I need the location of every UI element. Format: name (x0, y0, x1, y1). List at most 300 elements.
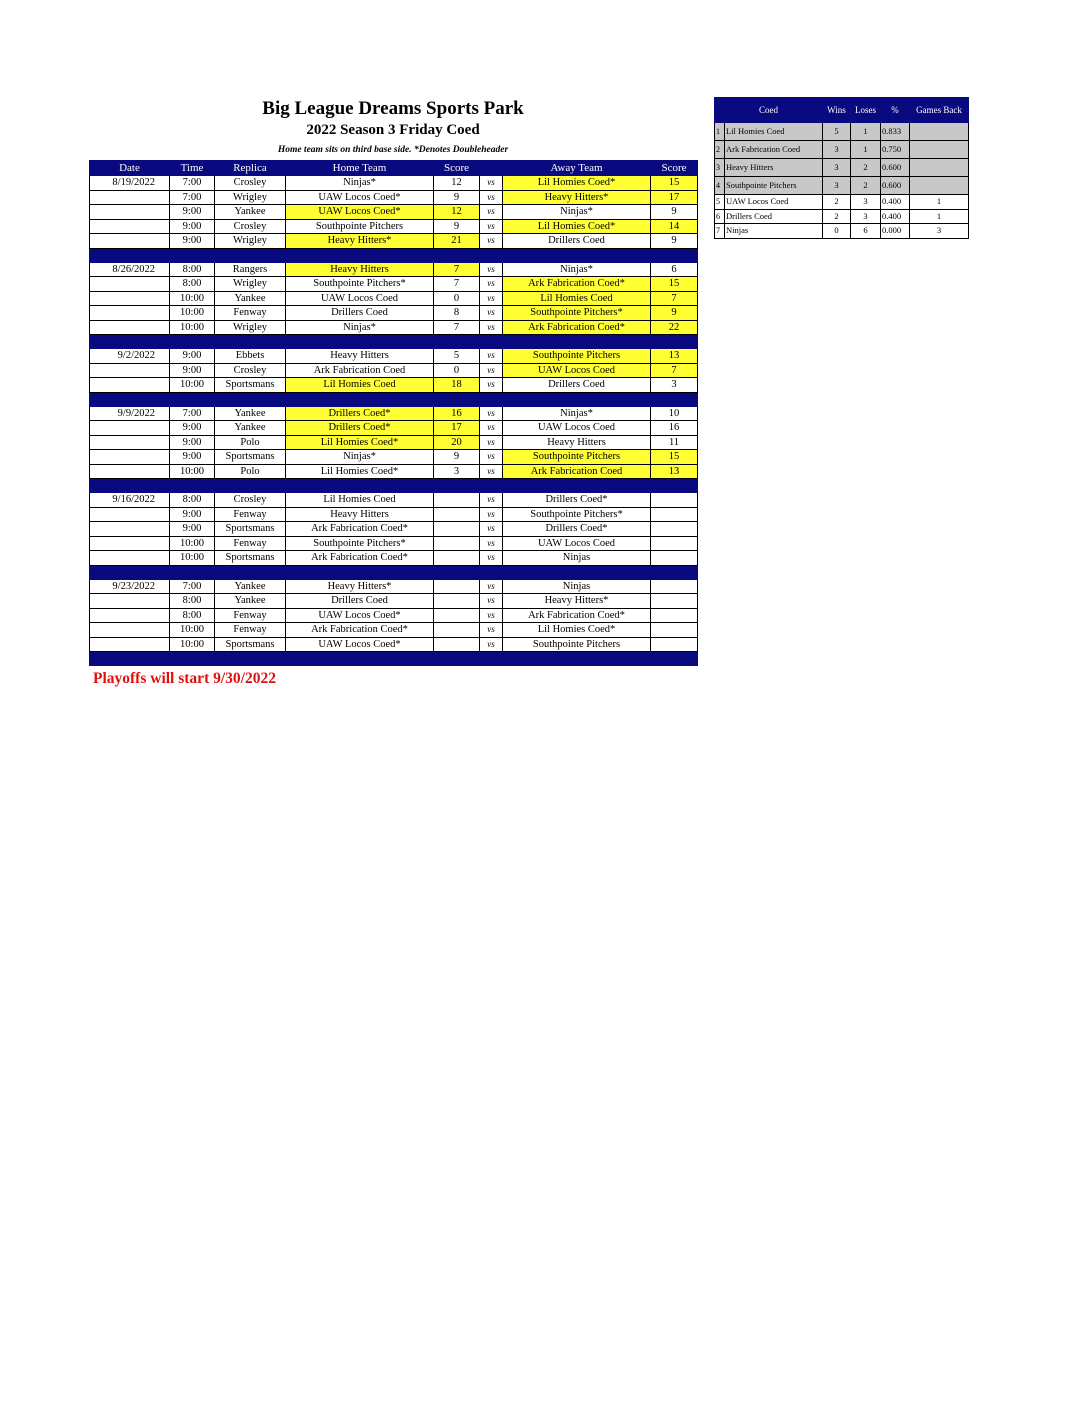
col-coed-header: Coed (715, 98, 823, 123)
game-field: Wrigley (215, 277, 286, 292)
home-score (434, 608, 480, 623)
game-date (90, 234, 170, 249)
vs-label: vs (480, 205, 503, 220)
game-time: 9:00 (170, 205, 215, 220)
away-score (651, 493, 698, 508)
game-date (90, 435, 170, 450)
home-score: 8 (434, 306, 480, 321)
separator-cell (286, 652, 434, 666)
game-row (90, 378, 698, 393)
team-rank: 1 (715, 123, 725, 141)
away-team: Ninjas* (503, 205, 651, 220)
away-team: Southpointe Pitchers (503, 637, 651, 652)
game-date (90, 522, 170, 537)
home-score (434, 536, 480, 551)
game-time: 9:00 (170, 450, 215, 465)
standings-row (715, 224, 969, 239)
away-team: Lil Homies Coed* (503, 219, 651, 234)
game-field: Fenway (215, 623, 286, 638)
separator-cell (503, 392, 651, 406)
game-field: Fenway (215, 507, 286, 522)
week-separator (90, 652, 698, 666)
vs-label: vs (480, 378, 503, 393)
separator-cell (480, 652, 503, 666)
away-score: 22 (651, 320, 698, 335)
separator-cell (480, 248, 503, 262)
home-team: Drillers Coed (286, 594, 434, 609)
game-row (90, 464, 698, 479)
game-time: 10:00 (170, 637, 215, 652)
team-loses: 3 (851, 209, 881, 224)
vs-label: vs (480, 493, 503, 508)
separator-cell (651, 392, 698, 406)
team-games-back: 1 (910, 195, 969, 210)
game-row (90, 363, 698, 378)
game-row (90, 277, 698, 292)
vs-label: vs (480, 406, 503, 421)
home-score: 9 (434, 450, 480, 465)
vs-label: vs (480, 594, 503, 609)
game-date (90, 464, 170, 479)
team-games-back: 1 (910, 209, 969, 224)
game-row (90, 406, 698, 421)
team-name: Heavy Hitters (725, 159, 823, 177)
separator-cell (90, 335, 170, 349)
game-row (90, 234, 698, 249)
away-team: Southpointe Pitchers* (503, 507, 651, 522)
game-field: Ebbets (215, 349, 286, 364)
home-team: Ark Fabrication Coed* (286, 551, 434, 566)
standings-header-row (715, 98, 969, 123)
away-score: 15 (651, 450, 698, 465)
home-team: Drillers Coed (286, 306, 434, 321)
away-score (651, 507, 698, 522)
home-team-note: Home team sits on third base side. *Denotes Doubleheader (277, 145, 509, 155)
team-pct: 0.600 (881, 159, 910, 177)
away-team: Lil Homies Coed* (503, 176, 651, 191)
game-time: 9:00 (170, 349, 215, 364)
separator-cell (434, 248, 480, 262)
away-score (651, 608, 698, 623)
team-games-back (910, 159, 969, 177)
team-wins: 3 (823, 159, 851, 177)
separator-cell (170, 392, 215, 406)
away-team: Drillers Coed (503, 234, 651, 249)
vs-label: vs (480, 219, 503, 234)
col-vs-header (480, 161, 503, 176)
season-subtitle: 2022 Season 3 Friday Coed (306, 122, 480, 138)
game-time: 10:00 (170, 320, 215, 335)
game-row (90, 205, 698, 220)
game-row (90, 435, 698, 450)
away-team: Ark Fabrication Coed (503, 464, 651, 479)
game-field: Sportsmans (215, 522, 286, 537)
game-row (90, 623, 698, 638)
vs-label: vs (480, 349, 503, 364)
separator-cell (651, 335, 698, 349)
away-score (651, 637, 698, 652)
separator-cell (434, 479, 480, 493)
away-team: Drillers Coed* (503, 522, 651, 537)
page-title: Big League Dreams Sports Park (262, 98, 524, 119)
game-field: Wrigley (215, 190, 286, 205)
game-date (90, 277, 170, 292)
vs-label: vs (480, 579, 503, 594)
game-row (90, 594, 698, 609)
game-field: Yankee (215, 205, 286, 220)
game-date (90, 190, 170, 205)
team-games-back: 3 (910, 224, 969, 239)
game-time: 7:00 (170, 406, 215, 421)
game-time: 7:00 (170, 176, 215, 191)
game-field: Yankee (215, 594, 286, 609)
game-time: 10:00 (170, 378, 215, 393)
separator-cell (480, 392, 503, 406)
game-date (90, 205, 170, 220)
team-games-back (910, 141, 969, 159)
game-date: 8/26/2022 (90, 262, 170, 277)
game-field: Yankee (215, 421, 286, 436)
separator-cell (480, 335, 503, 349)
team-games-back (910, 123, 969, 141)
game-field: Yankee (215, 291, 286, 306)
team-wins: 3 (823, 141, 851, 159)
away-score: 15 (651, 176, 698, 191)
vs-label: vs (480, 421, 503, 436)
game-row (90, 291, 698, 306)
vs-label: vs (480, 363, 503, 378)
home-score: 5 (434, 349, 480, 364)
team-rank: 2 (715, 141, 725, 159)
team-name: UAW Locos Coed (725, 195, 823, 210)
home-score (434, 594, 480, 609)
standings-row (715, 159, 969, 177)
separator-cell (480, 565, 503, 579)
team-pct: 0.833 (881, 123, 910, 141)
game-row (90, 262, 698, 277)
week-separator (90, 335, 698, 349)
home-team: Lil Homies Coed* (286, 464, 434, 479)
col-games-back-header: Games Back (910, 98, 969, 123)
game-time: 8:00 (170, 608, 215, 623)
team-name: Ninjas (725, 224, 823, 239)
game-time: 9:00 (170, 234, 215, 249)
game-time: 8:00 (170, 493, 215, 508)
week-separator (90, 392, 698, 406)
home-team: UAW Locos Coed* (286, 190, 434, 205)
separator-cell (651, 652, 698, 666)
home-score (434, 637, 480, 652)
game-field: Polo (215, 435, 286, 450)
game-date (90, 306, 170, 321)
away-team: Ark Fabrication Coed* (503, 320, 651, 335)
separator-cell (434, 335, 480, 349)
away-team: UAW Locos Coed (503, 421, 651, 436)
away-score (651, 522, 698, 537)
game-row (90, 608, 698, 623)
home-score: 21 (434, 234, 480, 249)
standings-body (715, 123, 969, 239)
game-field: Crosley (215, 176, 286, 191)
team-loses: 1 (851, 123, 881, 141)
game-time: 10:00 (170, 291, 215, 306)
separator-cell (170, 248, 215, 262)
playoffs-notice: Playoffs will start 9/30/2022 (93, 670, 276, 687)
home-score: 0 (434, 363, 480, 378)
game-date (90, 291, 170, 306)
game-date (90, 608, 170, 623)
vs-label: vs (480, 536, 503, 551)
col-pct-header: % (881, 98, 910, 123)
game-field: Sportsmans (215, 637, 286, 652)
game-row (90, 522, 698, 537)
away-team: Heavy Hitters* (503, 594, 651, 609)
away-score: 10 (651, 406, 698, 421)
vs-label: vs (480, 291, 503, 306)
game-field: Fenway (215, 306, 286, 321)
away-score: 17 (651, 190, 698, 205)
week-separator (90, 479, 698, 493)
away-score: 15 (651, 277, 698, 292)
game-date (90, 594, 170, 609)
game-date (90, 551, 170, 566)
team-name: Ark Fabrication Coed (725, 141, 823, 159)
game-time: 10:00 (170, 464, 215, 479)
standings-row (715, 195, 969, 210)
team-rank: 7 (715, 224, 725, 239)
away-team: Ninjas* (503, 262, 651, 277)
game-row (90, 176, 698, 191)
vs-label: vs (480, 637, 503, 652)
separator-cell (434, 565, 480, 579)
separator-cell (503, 335, 651, 349)
game-field: Yankee (215, 406, 286, 421)
game-row (90, 320, 698, 335)
standings-row (715, 123, 969, 141)
team-rank: 4 (715, 177, 725, 195)
team-wins: 3 (823, 177, 851, 195)
game-time: 10:00 (170, 551, 215, 566)
away-score: 11 (651, 435, 698, 450)
home-team: UAW Locos Coed (286, 291, 434, 306)
home-score (434, 522, 480, 537)
team-loses: 2 (851, 177, 881, 195)
home-score (434, 579, 480, 594)
away-team: Drillers Coed (503, 378, 651, 393)
team-loses: 3 (851, 195, 881, 210)
home-team: Heavy Hitters* (286, 234, 434, 249)
game-date (90, 637, 170, 652)
game-row (90, 349, 698, 364)
away-score (651, 623, 698, 638)
game-row (90, 536, 698, 551)
team-loses: 2 (851, 159, 881, 177)
away-team: Southpointe Pitchers* (503, 306, 651, 321)
week-separator (90, 248, 698, 262)
vs-label: vs (480, 176, 503, 191)
schedule-header-row (90, 161, 698, 176)
away-score: 7 (651, 363, 698, 378)
game-date: 9/16/2022 (90, 493, 170, 508)
away-team: Ninjas* (503, 406, 651, 421)
game-date (90, 219, 170, 234)
team-wins: 5 (823, 123, 851, 141)
separator-cell (90, 652, 170, 666)
vs-label: vs (480, 551, 503, 566)
game-row (90, 579, 698, 594)
separator-cell (651, 248, 698, 262)
home-score: 7 (434, 262, 480, 277)
team-name: Lil Homies Coed (725, 123, 823, 141)
home-score: 7 (434, 320, 480, 335)
schedule-table (89, 160, 698, 666)
team-name: Drillers Coed (725, 209, 823, 224)
standings-row (715, 141, 969, 159)
separator-cell (286, 479, 434, 493)
away-team: Heavy Hitters (503, 435, 651, 450)
home-team: UAW Locos Coed* (286, 608, 434, 623)
game-row (90, 306, 698, 321)
home-score: 9 (434, 190, 480, 205)
col-wins-header: Wins (823, 98, 851, 123)
game-field: Wrigley (215, 234, 286, 249)
separator-cell (170, 335, 215, 349)
team-rank: 5 (715, 195, 725, 210)
game-time: 7:00 (170, 579, 215, 594)
separator-cell (503, 479, 651, 493)
away-score: 13 (651, 464, 698, 479)
home-score: 0 (434, 291, 480, 306)
home-team: Ninjas* (286, 176, 434, 191)
separator-cell (90, 479, 170, 493)
separator-cell (215, 479, 286, 493)
col-replica-header: Replica (215, 161, 286, 176)
game-row (90, 421, 698, 436)
separator-cell (215, 392, 286, 406)
home-team: Heavy Hitters* (286, 579, 434, 594)
col-home-team-header: Home Team (286, 161, 434, 176)
game-time: 10:00 (170, 623, 215, 638)
team-rank: 3 (715, 159, 725, 177)
game-date: 8/19/2022 (90, 176, 170, 191)
game-date: 9/23/2022 (90, 579, 170, 594)
vs-label: vs (480, 306, 503, 321)
home-score: 9 (434, 219, 480, 234)
home-team: UAW Locos Coed* (286, 637, 434, 652)
separator-cell (503, 248, 651, 262)
home-team: UAW Locos Coed* (286, 205, 434, 220)
team-loses: 6 (851, 224, 881, 239)
away-score: 9 (651, 205, 698, 220)
game-date (90, 536, 170, 551)
game-field: Sportsmans (215, 551, 286, 566)
separator-cell (651, 479, 698, 493)
game-time: 8:00 (170, 594, 215, 609)
away-team: UAW Locos Coed (503, 363, 651, 378)
game-time: 9:00 (170, 435, 215, 450)
away-team: Drillers Coed* (503, 493, 651, 508)
separator-cell (215, 248, 286, 262)
team-name: Southpointe Pitchers (725, 177, 823, 195)
away-score: 9 (651, 306, 698, 321)
away-score: 3 (651, 378, 698, 393)
standings-table (714, 97, 969, 239)
separator-cell (170, 479, 215, 493)
separator-cell (90, 248, 170, 262)
away-team: Ark Fabrication Coed* (503, 608, 651, 623)
team-pct: 0.400 (881, 209, 910, 224)
game-time: 8:00 (170, 277, 215, 292)
standings-row (715, 209, 969, 224)
separator-cell (215, 565, 286, 579)
away-team: Ark Fabrication Coed* (503, 277, 651, 292)
home-score: 12 (434, 176, 480, 191)
separator-cell (170, 652, 215, 666)
separator-cell (286, 335, 434, 349)
game-time: 9:00 (170, 507, 215, 522)
vs-label: vs (480, 507, 503, 522)
separator-cell (286, 565, 434, 579)
home-score (434, 507, 480, 522)
separator-cell (480, 479, 503, 493)
vs-label: vs (480, 435, 503, 450)
separator-cell (651, 565, 698, 579)
game-field: Crosley (215, 493, 286, 508)
game-time: 9:00 (170, 219, 215, 234)
home-team: Ark Fabrication Coed* (286, 522, 434, 537)
home-team: Heavy Hitters (286, 349, 434, 364)
home-team: Ninjas* (286, 320, 434, 335)
game-date (90, 320, 170, 335)
separator-cell (286, 392, 434, 406)
home-score (434, 623, 480, 638)
away-score: 16 (651, 421, 698, 436)
away-score: 6 (651, 262, 698, 277)
team-pct: 0.750 (881, 141, 910, 159)
col-loses-header: Loses (851, 98, 881, 123)
home-team: Ark Fabrication Coed (286, 363, 434, 378)
col-time-header: Time (170, 161, 215, 176)
home-score: 17 (434, 421, 480, 436)
game-row (90, 507, 698, 522)
game-field: Fenway (215, 536, 286, 551)
home-score: 16 (434, 406, 480, 421)
team-wins: 2 (823, 209, 851, 224)
team-loses: 1 (851, 141, 881, 159)
away-score (651, 594, 698, 609)
separator-cell (215, 335, 286, 349)
home-score (434, 551, 480, 566)
away-score (651, 551, 698, 566)
game-time: 10:00 (170, 306, 215, 321)
game-time: 7:00 (170, 190, 215, 205)
game-date (90, 378, 170, 393)
home-team: Heavy Hitters (286, 507, 434, 522)
away-score: 14 (651, 219, 698, 234)
separator-cell (434, 652, 480, 666)
home-team: Southpointe Pitchers (286, 219, 434, 234)
team-pct: 0.000 (881, 224, 910, 239)
separator-cell (170, 565, 215, 579)
home-score: 12 (434, 205, 480, 220)
game-row (90, 219, 698, 234)
away-team: UAW Locos Coed (503, 536, 651, 551)
away-team: Lil Homies Coed* (503, 623, 651, 638)
game-date: 9/9/2022 (90, 406, 170, 421)
home-team: Lil Homies Coed* (286, 435, 434, 450)
separator-cell (286, 248, 434, 262)
separator-cell (90, 565, 170, 579)
